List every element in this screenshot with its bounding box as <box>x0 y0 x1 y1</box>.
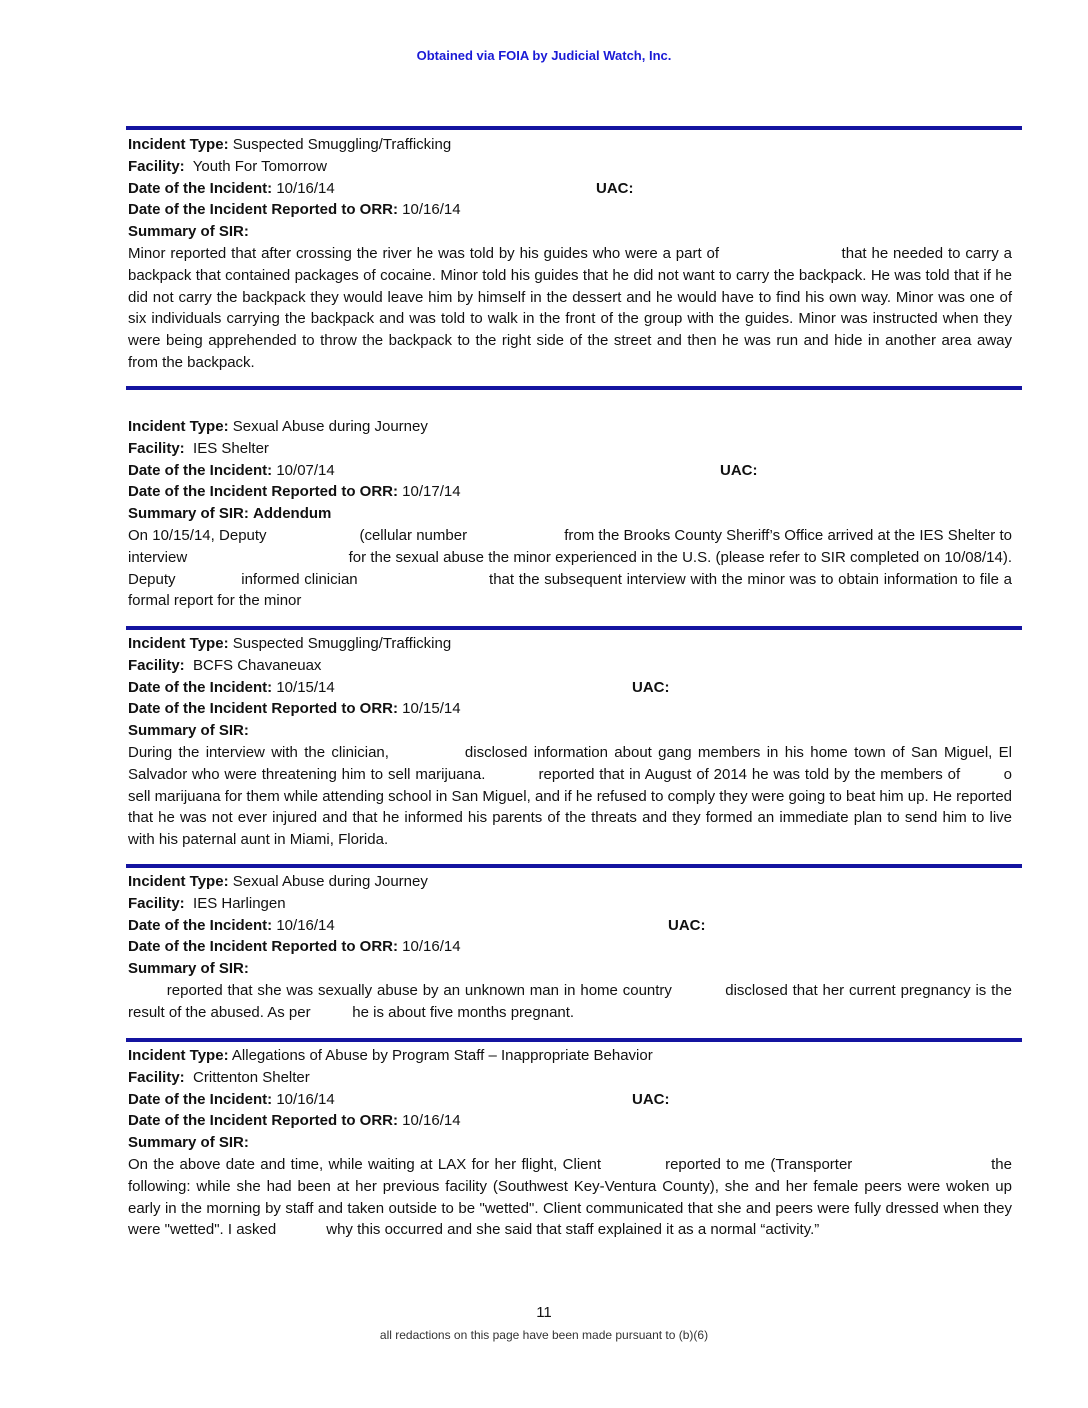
incident-type-row <box>128 416 1012 438</box>
facility-value: IES Shelter <box>193 439 269 457</box>
uac-label: UAC: <box>596 179 634 197</box>
summary-heading-row <box>128 503 1012 525</box>
summary-text <box>128 1154 1017 1241</box>
facility-value: IES Harlingen <box>193 894 286 912</box>
incident-date-label: Date of the Incident: <box>128 678 273 696</box>
reported-date-row <box>128 936 1012 958</box>
facility-row <box>128 893 1012 915</box>
reported-date-row <box>128 481 1012 503</box>
incident-date-label: Date of the Incident: <box>128 1090 273 1108</box>
incident-date-row <box>128 1089 1012 1111</box>
incident-date-row <box>128 677 1012 699</box>
incident-type-value: Sexual Abuse during Journey <box>232 418 428 435</box>
reported-date-row <box>128 1110 1012 1132</box>
facility-value: BCFS Chavaneuax <box>193 656 322 674</box>
incident-record <box>128 633 1017 851</box>
summary-label: Summary of SIR: <box>128 722 249 740</box>
facility-row <box>128 156 1012 178</box>
summary-heading-row <box>128 958 1012 980</box>
incident-record <box>128 871 1017 1024</box>
facility-row <box>128 438 1012 460</box>
incident-date-value: 10/07/14 <box>276 461 335 479</box>
incident-date-row <box>128 460 1012 482</box>
incident-type-value: Suspected Smuggling/Trafficking <box>232 136 452 153</box>
incident-type-label: Incident Type: <box>128 1047 229 1064</box>
summary-heading-row <box>128 720 1012 742</box>
reported-date-value: 10/17/14 <box>402 483 461 501</box>
facility-value: Youth For Tomorrow <box>192 157 327 175</box>
incident-type-label: Incident Type: <box>128 136 229 153</box>
foia-header: Obtained via FOIA by Judicial Watch, Inc. <box>416 48 672 63</box>
incident-type-label: Incident Type: <box>128 635 229 652</box>
section-divider <box>126 126 1022 130</box>
section-divider <box>126 1038 1022 1042</box>
summary-paragraph: During the interview with the clinician, disclosed information about gang members in his home town of San Miguel, El Salvador who were threatening him to sell marijuana. reported that in August of 2014 he was told by the members of o sell marijuana for them while attending school in San Miguel, and if he refused to comply they were going to beat him up. He reported that he was not ever injured and that he informed his parents of the threats and they formed an immediate plan to send him to live with his paternal aunt in Miami, Florida. <box>128 743 1017 849</box>
facility-value: Crittenton Shelter <box>193 1068 310 1086</box>
facility-label: Facility: <box>128 1068 185 1086</box>
incident-type-value: Allegations of Abuse by Program Staff – Inappropriate Behavior <box>231 1047 653 1064</box>
section-divider <box>126 864 1022 868</box>
summary-paragraph: Minor reported that after crossing the river he was told by his guides who were a part of that he needed to carry a backpack that contained packages of cocaine. Minor told his guides that he did not want to carry the backpack. He was told that if he did not carry the backpack they would leave him by himself in the dessert and he would have to find his own way. Minor was one of six individuals carrying the backpack and was told to walk in the front of the group with the guides. Minor was instructed when they were being apprehended to throw the backpack to the right side of the street and then he was run and hide in another area away from the backpack. <box>128 244 1017 371</box>
summary-paragraph: reported that she was sexually abuse by an unknown man in home country disclosed that her current pregnancy is the result of the abused. As per he is about five months pregnant. <box>128 981 1017 1021</box>
incident-record <box>128 416 1017 612</box>
section-divider <box>126 386 1022 390</box>
uac-label: UAC: <box>668 916 706 934</box>
summary-text <box>128 243 1017 374</box>
incident-date-value: 10/15/14 <box>276 678 335 696</box>
incident-date-value: 10/16/14 <box>276 916 335 934</box>
facility-row <box>128 1067 1012 1089</box>
reported-date-value: 10/16/14 <box>402 201 461 219</box>
incident-date-row <box>128 178 1012 200</box>
reported-date-label: Date of the Incident Reported to ORR: <box>128 700 398 718</box>
incident-type-label: Incident Type: <box>128 873 229 890</box>
summary-text <box>128 980 1017 1024</box>
incident-date-value: 10/16/14 <box>276 1090 335 1108</box>
incident-date-label: Date of the Incident: <box>128 461 273 479</box>
reported-date-label: Date of the Incident Reported to ORR: <box>128 483 398 501</box>
incident-type-value: Sexual Abuse during Journey <box>232 873 428 890</box>
summary-paragraph: On the above date and time, while waiting at LAX for her flight, Client reported to me (Transporter the following: while she had been at her previous facility (Southwest Key-Ventura County), she and her female peers were woken up early in the morning by staff and taken outside to be "wetted". Client communicated that she and peers were fully dressed when they were "wetted". I asked why this occurred and she said that staff explained it as a normal “activity.” <box>128 1155 1017 1239</box>
incident-record <box>128 134 1017 374</box>
summary-addendum: Addendum <box>253 505 332 523</box>
incident-type-row <box>128 871 1012 893</box>
incident-date-label: Date of the Incident: <box>128 179 273 197</box>
summary-label: Summary of SIR: <box>128 1134 249 1152</box>
incident-date-label: Date of the Incident: <box>128 916 273 934</box>
reported-date-value: 10/16/14 <box>402 1112 461 1130</box>
facility-row <box>128 655 1012 677</box>
facility-label: Facility: <box>128 656 185 674</box>
uac-label: UAC: <box>720 461 758 479</box>
reported-date-value: 10/15/14 <box>402 700 461 718</box>
summary-paragraph: On 10/15/14, Deputy (cellular number from the Brooks County Sheriff’s Office arrived at the IES Shelter to interview for the sexual abuse the minor experienced in the U.S. (please refer to SIR completed on 10/08/14). Deputy informed clinician that the subsequent interview with the minor was to obtain information to file a formal report for the minor <box>128 526 1017 610</box>
reported-date-label: Date of the Incident Reported to ORR: <box>128 201 398 219</box>
reported-date-row <box>128 199 1012 221</box>
facility-label: Facility: <box>128 157 185 175</box>
reported-date-label: Date of the Incident Reported to ORR: <box>128 938 398 956</box>
facility-label: Facility: <box>128 894 185 912</box>
facility-label: Facility: <box>128 439 185 457</box>
reported-date-label: Date of the Incident Reported to ORR: <box>128 1112 398 1130</box>
page-number: 11 <box>536 1304 552 1321</box>
summary-label: Summary of SIR: <box>128 223 249 241</box>
summary-label: Summary of SIR: <box>128 505 249 523</box>
incident-type-row <box>128 633 1012 655</box>
incident-type-value: Suspected Smuggling/Trafficking <box>232 635 452 652</box>
uac-label: UAC: <box>632 1090 670 1108</box>
incident-type-row <box>128 1045 1012 1067</box>
reported-date-value: 10/16/14 <box>402 938 461 956</box>
reported-date-row <box>128 698 1012 720</box>
uac-label: UAC: <box>632 678 670 696</box>
incident-type-row <box>128 134 1012 156</box>
summary-heading-row <box>128 221 1012 243</box>
summary-text <box>128 525 1017 612</box>
incident-date-value: 10/16/14 <box>276 179 335 197</box>
incident-date-row <box>128 915 1012 937</box>
summary-text <box>128 742 1017 851</box>
incident-record <box>128 1045 1017 1241</box>
incident-type-label: Incident Type: <box>128 418 229 435</box>
summary-heading-row <box>128 1132 1012 1154</box>
summary-label: Summary of SIR: <box>128 960 249 978</box>
section-divider <box>126 626 1022 630</box>
redaction-footer: all redactions on this page have been made pursuant to (b)(6) <box>379 1328 709 1342</box>
